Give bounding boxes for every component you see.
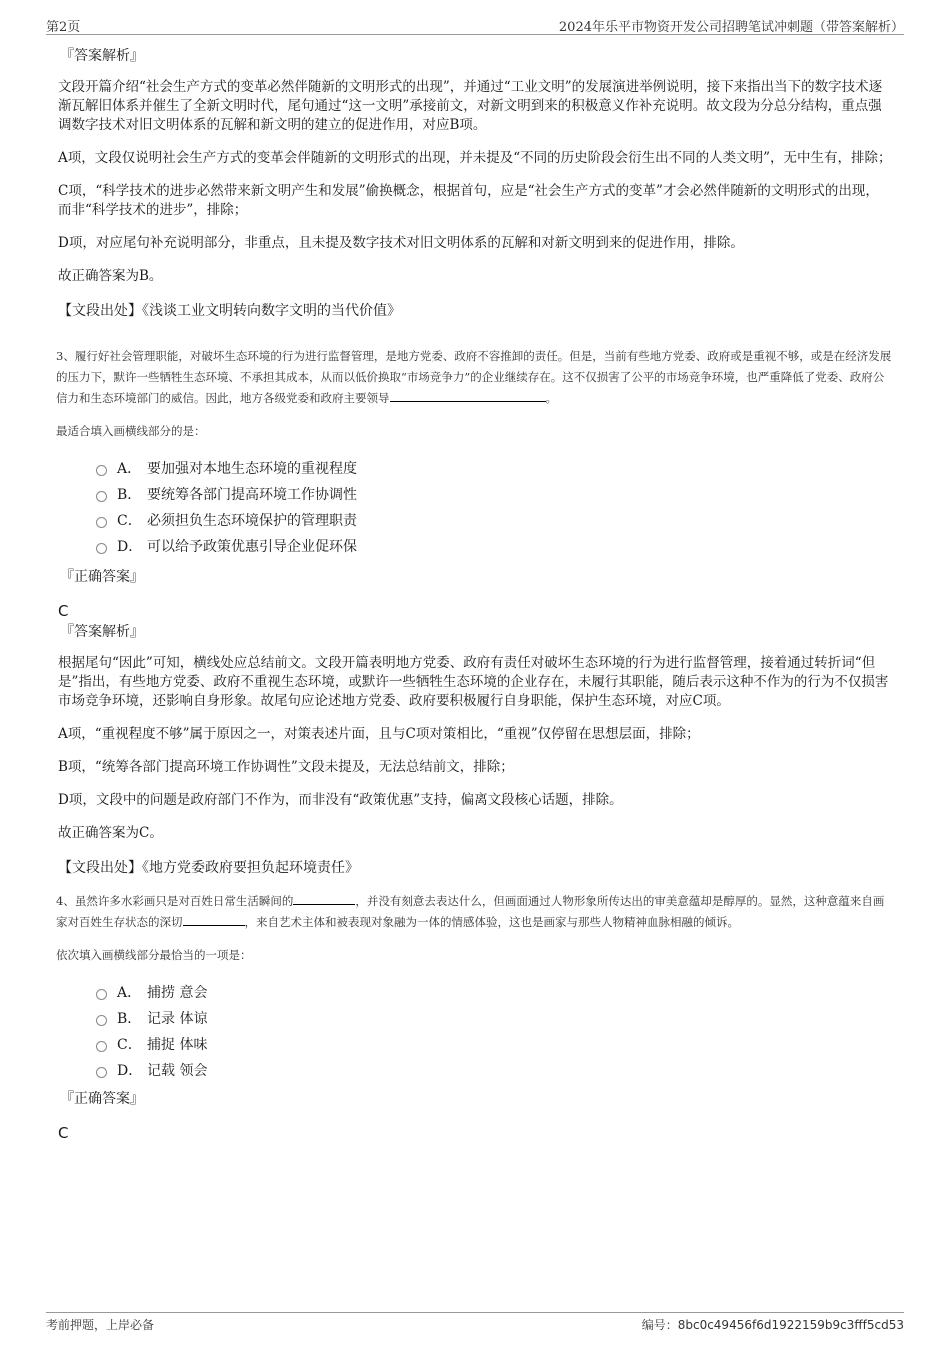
q4-blank-2 bbox=[183, 913, 245, 926]
q4-ask: 依次填入画横线部分最恰当的一项是： bbox=[56, 948, 252, 962]
q2-conclusion: 故正确答案为B。 bbox=[58, 268, 163, 284]
q2-analysis-c: C项，“科学技术的进步必然带来新文明产生和发展”偷换概念，根据首句，应是“社会生产方式的变革”才会必然伴随新的文明形式的出现，而非“科学技术的进步”，排除； bbox=[58, 183, 879, 218]
q4-option-d-text: 记载 领会 bbox=[147, 1063, 208, 1079]
q3-conclusion: 故正确答案为C。 bbox=[58, 825, 163, 841]
q4-text bbox=[56, 891, 892, 933]
q3-text bbox=[56, 346, 892, 409]
q3-answer-label: 『正确答案』 bbox=[60, 569, 144, 585]
q2-analysis-main: 文段开篇介绍“社会生产方式的变革必然伴随新的文明形式的出现”，并通过“工业文明”的发展演进举例说明，接下来指出当下的数字技术逐渐瓦解旧体系并催生了全新文明时代，尾句通过“这一文明”承接前文，对新文明到来的积极意义作补充说明。故文段为分总分结构，重点强调数字技术对旧文明体系的瓦解和新文明的建立的促进作用，对应B项。 bbox=[58, 79, 883, 133]
q3-text-before: 3、履行好社会管理职能，对破坏生态环境的行为进行监督管理，是地方党委、政府不容推卸的责任。但是，当前有些地方党委、政府或是重视不够，或是在经济发展的压力下，默许一些牺牲生态环境、不承担其成本，从而以低价换取“市场竞争力”的企业继续存在。这不仅损害了公平的市场竞争环境，也严重降低了党委、政府公信力和生态环境部门的威信。因此，地方各级党委和政府主要领导 bbox=[56, 349, 892, 405]
q4-answer-label: 『正确答案』 bbox=[60, 1091, 144, 1107]
footer-slogan: 考前押题，上岸必备 bbox=[46, 1318, 155, 1332]
radio-icon[interactable] bbox=[96, 1041, 107, 1052]
q3-option-c-letter: C． bbox=[117, 513, 142, 529]
q4-option-c[interactable] bbox=[96, 1031, 892, 1057]
q4-option-a-letter: A． bbox=[117, 985, 142, 1001]
radio-icon[interactable] bbox=[96, 1067, 107, 1078]
q3-options bbox=[96, 455, 892, 559]
q4-text-part2: ，并没有刻意去表达什么，但画面通过人物形象所传达出的审美意蕴却是醇厚的。显然，这种意蕴来自画家对百姓生存状态的深切 bbox=[56, 894, 885, 929]
main-content bbox=[56, 46, 892, 1157]
q3-option-c-text: 必须担负生态环境保护的管理职责 bbox=[147, 513, 357, 529]
document-title: 2024年乐平市物资开发公司招聘笔试冲刺题（带答案解析） bbox=[558, 20, 904, 35]
radio-icon[interactable] bbox=[96, 543, 107, 554]
q3-ask: 最适合填入画横线部分的是： bbox=[56, 424, 206, 438]
q3-analysis-main: 根据尾句“因此”可知，横线处应总结前文。文段开篇表明地方党委、政府有责任对破坏生态环境的行为进行监督管理，接着通过转折词“但是”指出，有些地方党委、政府不重视生态环境，或默许一些牺牲生态环境的企业存在，未履行其职能，随后表示这种不作为的行为不仅损害市场竞争环境，还影响自身形象。故尾句应论述地方党委、政府要积极履行自身职能，保护生态环境，对应C项。 bbox=[58, 655, 889, 709]
q2-analysis-a: A项，文段仅说明社会生产方式的变革会伴随新的文明形式的出现，并未提及“不同的历史阶段会衍生出不同的人类文明”，无中生有，排除； bbox=[58, 150, 892, 166]
q4-option-c-text: 捕捉 体味 bbox=[147, 1037, 208, 1053]
q3-analysis-b: B项，“统筹各部门提高环境工作协调性”文段未提及，无法总结前文，排除； bbox=[58, 759, 514, 775]
radio-icon[interactable] bbox=[96, 517, 107, 528]
question-4 bbox=[56, 891, 892, 1142]
q3-blank bbox=[390, 389, 546, 402]
q4-text-part1: 4、虽然许多水彩画只是对百姓日常生活瞬间的 bbox=[56, 894, 294, 908]
q3-option-b[interactable] bbox=[96, 481, 892, 507]
q4-options bbox=[96, 979, 892, 1083]
q3-option-d[interactable] bbox=[96, 533, 892, 559]
question-3 bbox=[56, 346, 892, 877]
q2-analysis bbox=[56, 46, 892, 320]
radio-icon[interactable] bbox=[96, 1015, 107, 1026]
q2-analysis-d: D项，对应尾句补充说明部分，非重点，且未提及数字技术对旧文明体系的瓦解和对新文明到来的促进作用，排除。 bbox=[58, 235, 744, 251]
q3-analysis-d: D项，文段中的问题是政府部门不作为，而非没有“政策优惠”支持，偏离文段核心话题，排除。 bbox=[58, 792, 623, 808]
q3-option-c[interactable] bbox=[96, 507, 892, 533]
q3-option-b-letter: B． bbox=[117, 487, 142, 503]
q4-text-part3: ，来自艺术主体和被表现对象融为一体的情感体验，这也是画家与那些人物精神血脉相融的倾诉。 bbox=[244, 915, 739, 929]
q4-answer: C bbox=[58, 1124, 69, 1142]
q3-option-d-text: 可以给予政策优惠引导企业促环保 bbox=[147, 539, 357, 555]
q4-option-b-letter: B． bbox=[117, 1011, 142, 1027]
q3-option-a-letter: A． bbox=[117, 461, 142, 477]
radio-icon[interactable] bbox=[96, 465, 107, 476]
q3-option-a-text: 要加强对本地生态环境的重视程度 bbox=[147, 461, 357, 477]
q3-answer: C bbox=[58, 602, 69, 620]
q4-option-d-letter: D． bbox=[117, 1063, 143, 1079]
page-footer bbox=[46, 1312, 904, 1335]
q4-option-b[interactable] bbox=[96, 1005, 892, 1031]
q4-option-c-letter: C． bbox=[117, 1037, 142, 1053]
q2-analysis-label: 『答案解析』 bbox=[60, 48, 144, 64]
q4-option-d[interactable] bbox=[96, 1057, 892, 1083]
radio-icon[interactable] bbox=[96, 491, 107, 502]
page-number: 第2页 bbox=[46, 20, 81, 35]
page-header bbox=[46, 14, 904, 35]
q2-source: 【文段出处】《浅谈工业文明转向数字文明的当代价值》 bbox=[58, 303, 401, 319]
q3-source: 【文段出处】《地方党委政府要担负起环境责任》 bbox=[58, 860, 359, 876]
q3-option-a[interactable] bbox=[96, 455, 892, 481]
q3-analysis-a: A项，“重视程度不够”属于原因之一，对策表述片面，且与C项对策相比，“重视”仅停留在思想层面，排除； bbox=[58, 726, 700, 742]
q4-option-a[interactable] bbox=[96, 979, 892, 1005]
q4-option-b-text: 记录 体谅 bbox=[147, 1011, 208, 1027]
q4-blank-1 bbox=[293, 892, 355, 905]
radio-icon[interactable] bbox=[96, 989, 107, 1000]
q3-text-after: 。 bbox=[545, 391, 557, 405]
q3-option-d-letter: D． bbox=[117, 539, 143, 555]
q3-analysis-label: 『答案解析』 bbox=[60, 624, 144, 640]
q4-option-a-text: 捕捞 意会 bbox=[147, 985, 208, 1001]
document-id: 编号：8bc0c49456f6d1922159b9c3fff5cd53 bbox=[641, 1318, 904, 1332]
q3-option-b-text: 要统筹各部门提高环境工作协调性 bbox=[147, 487, 357, 503]
